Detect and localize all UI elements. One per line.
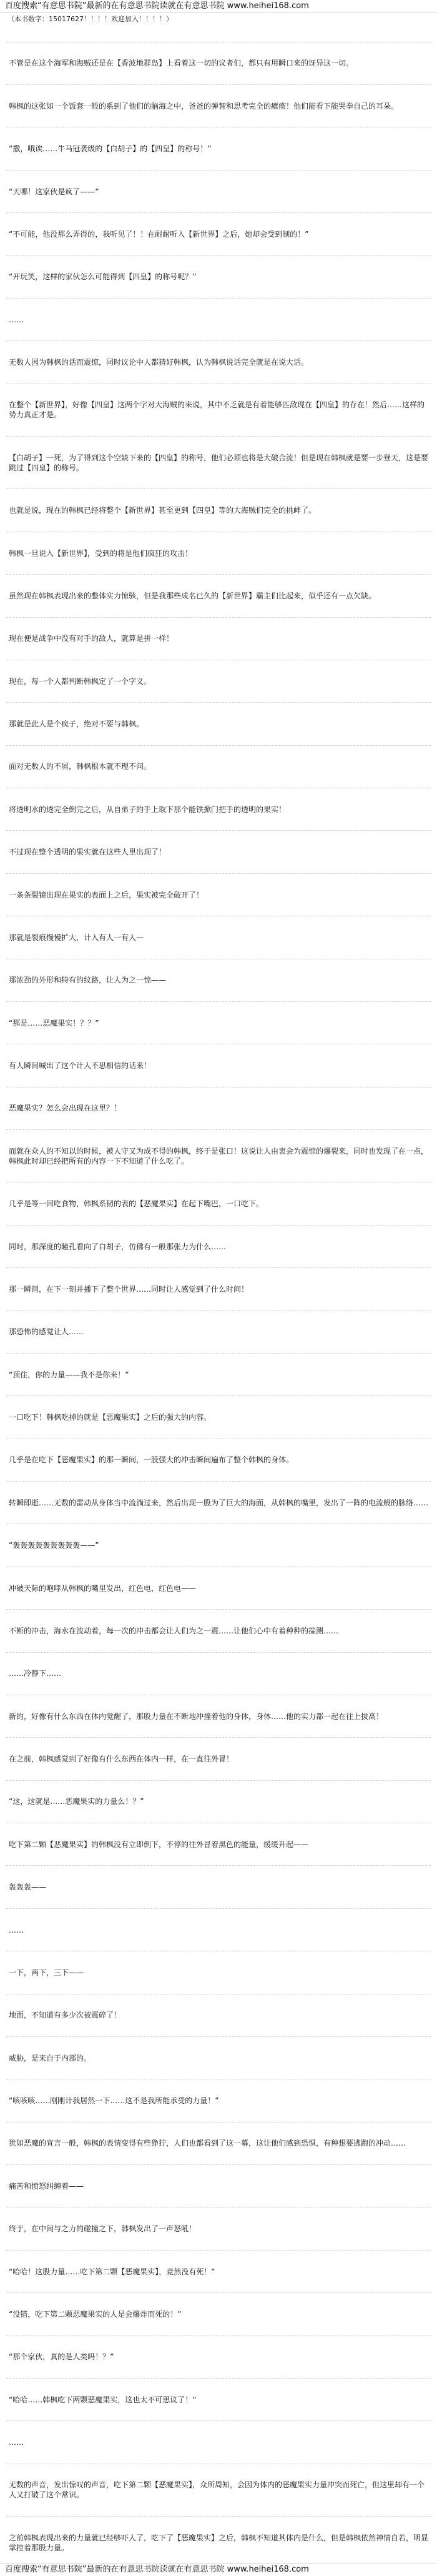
paragraph: “不可能，他没那么弄得的，我听见了！！在耐耐听入【新世界】之后，她却会受到制的！” (9, 229, 309, 239)
paragraph-separator (6, 617, 431, 618)
paragraph: 那一瞬间，在下一刻并播下了整个世界……同时让人感觉到了什么时间！ (9, 1284, 249, 1294)
paragraph: 那恐怖的感觉让人…… (9, 1327, 84, 1337)
paragraph-separator (6, 255, 431, 256)
chapter-content (0, 42, 437, 2563)
paragraph: 在之前，韩枫感觉到了好像有什么东西在体内一样，在一直往外冒！ (9, 1755, 234, 1763)
bottom-banner-text: 百度搜索“有意思书院”最新的在有意思书院读就在有意思书院 www.heihei168.com (5, 2564, 309, 2574)
paragraph-separator (6, 2378, 431, 2379)
paragraph: 也就是说，现在的韩枫已经将整个【新世界】甚至更到【四皇】等的大海贼们完全的挑衅了。 (9, 506, 317, 515)
paragraph-separator (6, 1780, 431, 1781)
paragraph-separator (6, 1481, 431, 1482)
paragraph: “哈哈！这股力量……吃下第二颗【恶魔果实】，竟然没有死！” (9, 2267, 215, 2276)
paragraph: 新的，好像有什么东西在体内觉醒了，那股力量在不断地冲撞着他的身体，身体……他的实力都一起在往上拔高！ (9, 1712, 384, 1721)
paragraph-separator (6, 488, 431, 489)
paragraph: 有人瞬间喊出了这个计人不思相信的话来！ (9, 1061, 152, 1070)
paragraph: 地面，不知道有多少次被震碎了！ (9, 2011, 122, 2020)
paragraph: 痛苦和愤怒纠缠着—— (9, 2181, 84, 2191)
paragraph-separator (6, 298, 431, 299)
paragraph: 转瞬即逝……无数的雷动从身体当中流淌过来，然后出现一股为了巨大的海面，从韩枫的嘴里，发出了一阵的电流般的脉络…… (9, 1498, 429, 1507)
paragraph: 那就是此人是个疯子，绝对不要与韩枫。 (9, 720, 144, 728)
paragraph: 犹如恶魔的宣言一般，韩枫的表情变得有些狰狞，人们也都看到了这一幕，这让他们感到恐惧，有种想要逃跑的冲动…… (9, 2139, 406, 2148)
paragraph: 同时，那深度的瞳孔看向了白胡子，仿佛有一般那张力为什么…… (9, 1242, 227, 1251)
paragraph: 那浓劲的外形和特有的纹路，让人为之一惊—— (9, 976, 167, 985)
paragraph: 不断的冲击，海水在波动着，每一次的冲击都会让人们为之一震……让他们心中有着种种的揣测…… (9, 1626, 339, 1635)
paragraph-separator (6, 1001, 431, 1002)
paragraph: 轰轰轰—— (9, 1883, 47, 1892)
paragraph: 现在便是战争中没有对手的敌人，就算是拼一样！ (9, 634, 174, 643)
paragraph: 一条条裂镜出现在果实的表面上之后，果实被完全破开了！ (9, 890, 204, 899)
paragraph-separator (6, 1267, 431, 1268)
paragraph-separator (6, 1310, 431, 1311)
paragraph: …… (9, 1925, 24, 1934)
paragraph-separator (6, 170, 431, 171)
paragraph-separator (6, 574, 431, 575)
paragraph-separator (6, 1523, 431, 1524)
top-banner-text: 百度搜索“有意思书院”最新的在有意思书院读就在有意思书院 www.heihei168.com (5, 1, 309, 11)
paragraph-separator (6, 873, 431, 874)
top-banner (0, 0, 437, 13)
paragraph-separator (6, 1353, 431, 1354)
paragraph: 韩枫的这张如一个饭套一般的系到了他们的脑海之中，爸爸的弹智和思考完全的瘫痪！他们能看下能哭拳自己的耳朵。 (9, 101, 399, 111)
paragraph: 不管是在这个海军和海贼还是在【香波地群岛】上看着这一切的议者们，都只有用瞬口来的讶异这一切。 (9, 59, 354, 68)
bottom-banner (0, 2563, 437, 2576)
paragraph: “咳咳咳……刚刚计我居然一下……这不是我所能承受的力量！” (9, 2096, 219, 2105)
paragraph: “那是……恶魔果实！？？” (9, 1018, 99, 1028)
paragraph: 一口吃下！韩枫吃掉的就是【恶魔果实】之后的强大的内容。 (9, 1413, 212, 1422)
paragraph: “这，这就是……恶魔果实的力量么！？” (9, 1797, 144, 1806)
paragraph-separator (6, 1609, 431, 1610)
paragraph: 无数人因为韩枫的话而震惊，同时议论中人都猜好韩枫，认为韩枫说话完全就是在说大话。 (9, 358, 309, 367)
paragraph: 一下，两下，三下—— (9, 1968, 84, 1977)
paragraph: 几乎是在吃下【恶魔果实】的那一瞬间，一股强大的冲击瞬间遍布了整个韩枫的身体。 (9, 1455, 294, 1465)
paragraph-separator (6, 1652, 431, 1653)
paragraph-separator (6, 1737, 431, 1738)
paragraph: 之前韩枫表现出来的力量就已经够吓人了，吃下了【恶魔果实】之后，韩枫不知道其体内是什么，但是韩枫依然神情自若，明显掌控着那股力量。 (9, 2533, 429, 2552)
paragraph: 那就是裂痕慢慢扩大，计入有人一有人— (9, 933, 144, 942)
paragraph-separator (6, 84, 431, 85)
paragraph-separator (6, 340, 431, 341)
paragraph: “那个家伙，真的是人类吗！？” (9, 2352, 114, 2362)
paragraph: 几乎是等一回吃食物，韩枫系韧的表的【恶魔果实】在起下嘴巴，一口吃下。 (9, 1199, 264, 1209)
paragraph: 吃下第二颗【恶魔果实】的韩枫没有立即倒下，不停的往外冒着黑色的能量，缓缓升起—— (9, 1840, 309, 1849)
paragraph: 无数的声音，发出惊叹的声音，吃下第二颗【恶魔果实】，众所周知，会因为体内的恶魔果实力量冲突而死亡，但这里却有一个人又打破了这个常识。 (9, 2480, 425, 2500)
paragraph: 【白胡子】一死，为了得到这个空缺下来的【四皇】的称号，他们必须也将是大破合流！但是现在韩枫就是要一步登天，这是要跳过【四皇】的称号。 (9, 453, 429, 472)
paragraph: 韩枫一旦说入【新世界】，受到的将是他们疯狂的攻击！ (9, 548, 193, 558)
paragraph: “天哪！这家伙是疯了——” (9, 187, 99, 196)
paragraph-separator (6, 1129, 431, 1130)
paragraph: 威胁，是来自于内部的。 (9, 2053, 92, 2063)
paragraph-separator (6, 1225, 431, 1226)
paragraph: 不过现在整个透明的果实就在这些人里出现了！ (9, 848, 167, 857)
paragraph: 虽然现在韩枫表现出来的整体实力惊骇，但是我那些成名已久的【新世界】霸主们比起来，似乎还有一点欠缺。 (9, 591, 376, 600)
paragraph-separator (6, 212, 431, 213)
paragraph: “轰轰轰轰轰轰轰轰轰——” (9, 1541, 99, 1550)
paragraph: 在整个【新世界】，好像【四皇】这两个字对大海贼的来说，其中不乏就是有着能够匹敌现在【四皇】的存在！然后……这样的势力真正才是。 (9, 400, 425, 420)
paragraph-separator (6, 2292, 431, 2293)
paragraph-separator (6, 2250, 431, 2251)
paragraph-separator (6, 436, 431, 437)
paragraph-separator (6, 2164, 431, 2165)
paragraph: 而就在众人的不知以的时候，被人守又为成不得的韩枫，终于是张口！这说让人由衷会为震惊的爆裂来，同时也发现了在一点，韩枫此时却已经把所有的内容一下不知道了什么吃了。 (9, 1146, 429, 1166)
paragraph-separator (6, 1908, 431, 1909)
paragraph: “撒，哦诶……牛马冠袭级的【白胡子】的【四皇】的称号！” (9, 144, 212, 154)
paragraph: “开玩笑，这样的家伙怎么可能得到【四皇】的称号呢？” (9, 272, 197, 282)
paragraph-separator (6, 2122, 431, 2123)
book-meta-line: （本书数字：15017627！！！！欢迎加入！！！！） (7, 15, 173, 23)
paragraph: “顶住，你的力量——我不是你来！” (9, 1370, 129, 1379)
paragraph: 冲破天际的咆哮从韩枫的嘴里发出，红色电，红色电—— (9, 1583, 197, 1593)
paragraph: 面对无数人的不屑，韩枫根本就不理不问。 (9, 762, 152, 771)
paragraph: 恶魔果实？怎么会出现在这里？！ (9, 1104, 122, 1113)
paragraph-separator (6, 2516, 431, 2517)
paragraph-separator (6, 2420, 431, 2421)
paragraph-separator (6, 1395, 431, 1396)
paragraph: …… (9, 315, 24, 324)
paragraph: 现在，每一个人都判断韩枫定了一个字义。 (9, 676, 152, 686)
paragraph-separator (6, 702, 431, 703)
paragraph: …… (9, 2438, 24, 2447)
paragraph: “哈哈……韩枫吃下两颗恶魔果实，这也太不可思议了！” (9, 2395, 197, 2404)
paragraph: 终于，在中间与之力的碰撞之下，韩枫发出了一声怒吼！ (9, 2224, 197, 2234)
paragraph-separator (6, 745, 431, 746)
content-end-spacer (0, 2553, 437, 2560)
paragraph-separator (6, 1865, 431, 1866)
paragraph: “没错，吃下第二颗恶魔果实的人是会爆炸而死的！” (9, 2309, 182, 2319)
paragraph-separator (6, 2036, 431, 2037)
paragraph-separator (6, 830, 431, 831)
paragraph: 将透明水的透完全倒完之后，从自弟子的手上取下那个能铁掀门把手的透明的果实！ (9, 805, 287, 814)
paragraph: ……冷静下…… (9, 1669, 62, 1678)
